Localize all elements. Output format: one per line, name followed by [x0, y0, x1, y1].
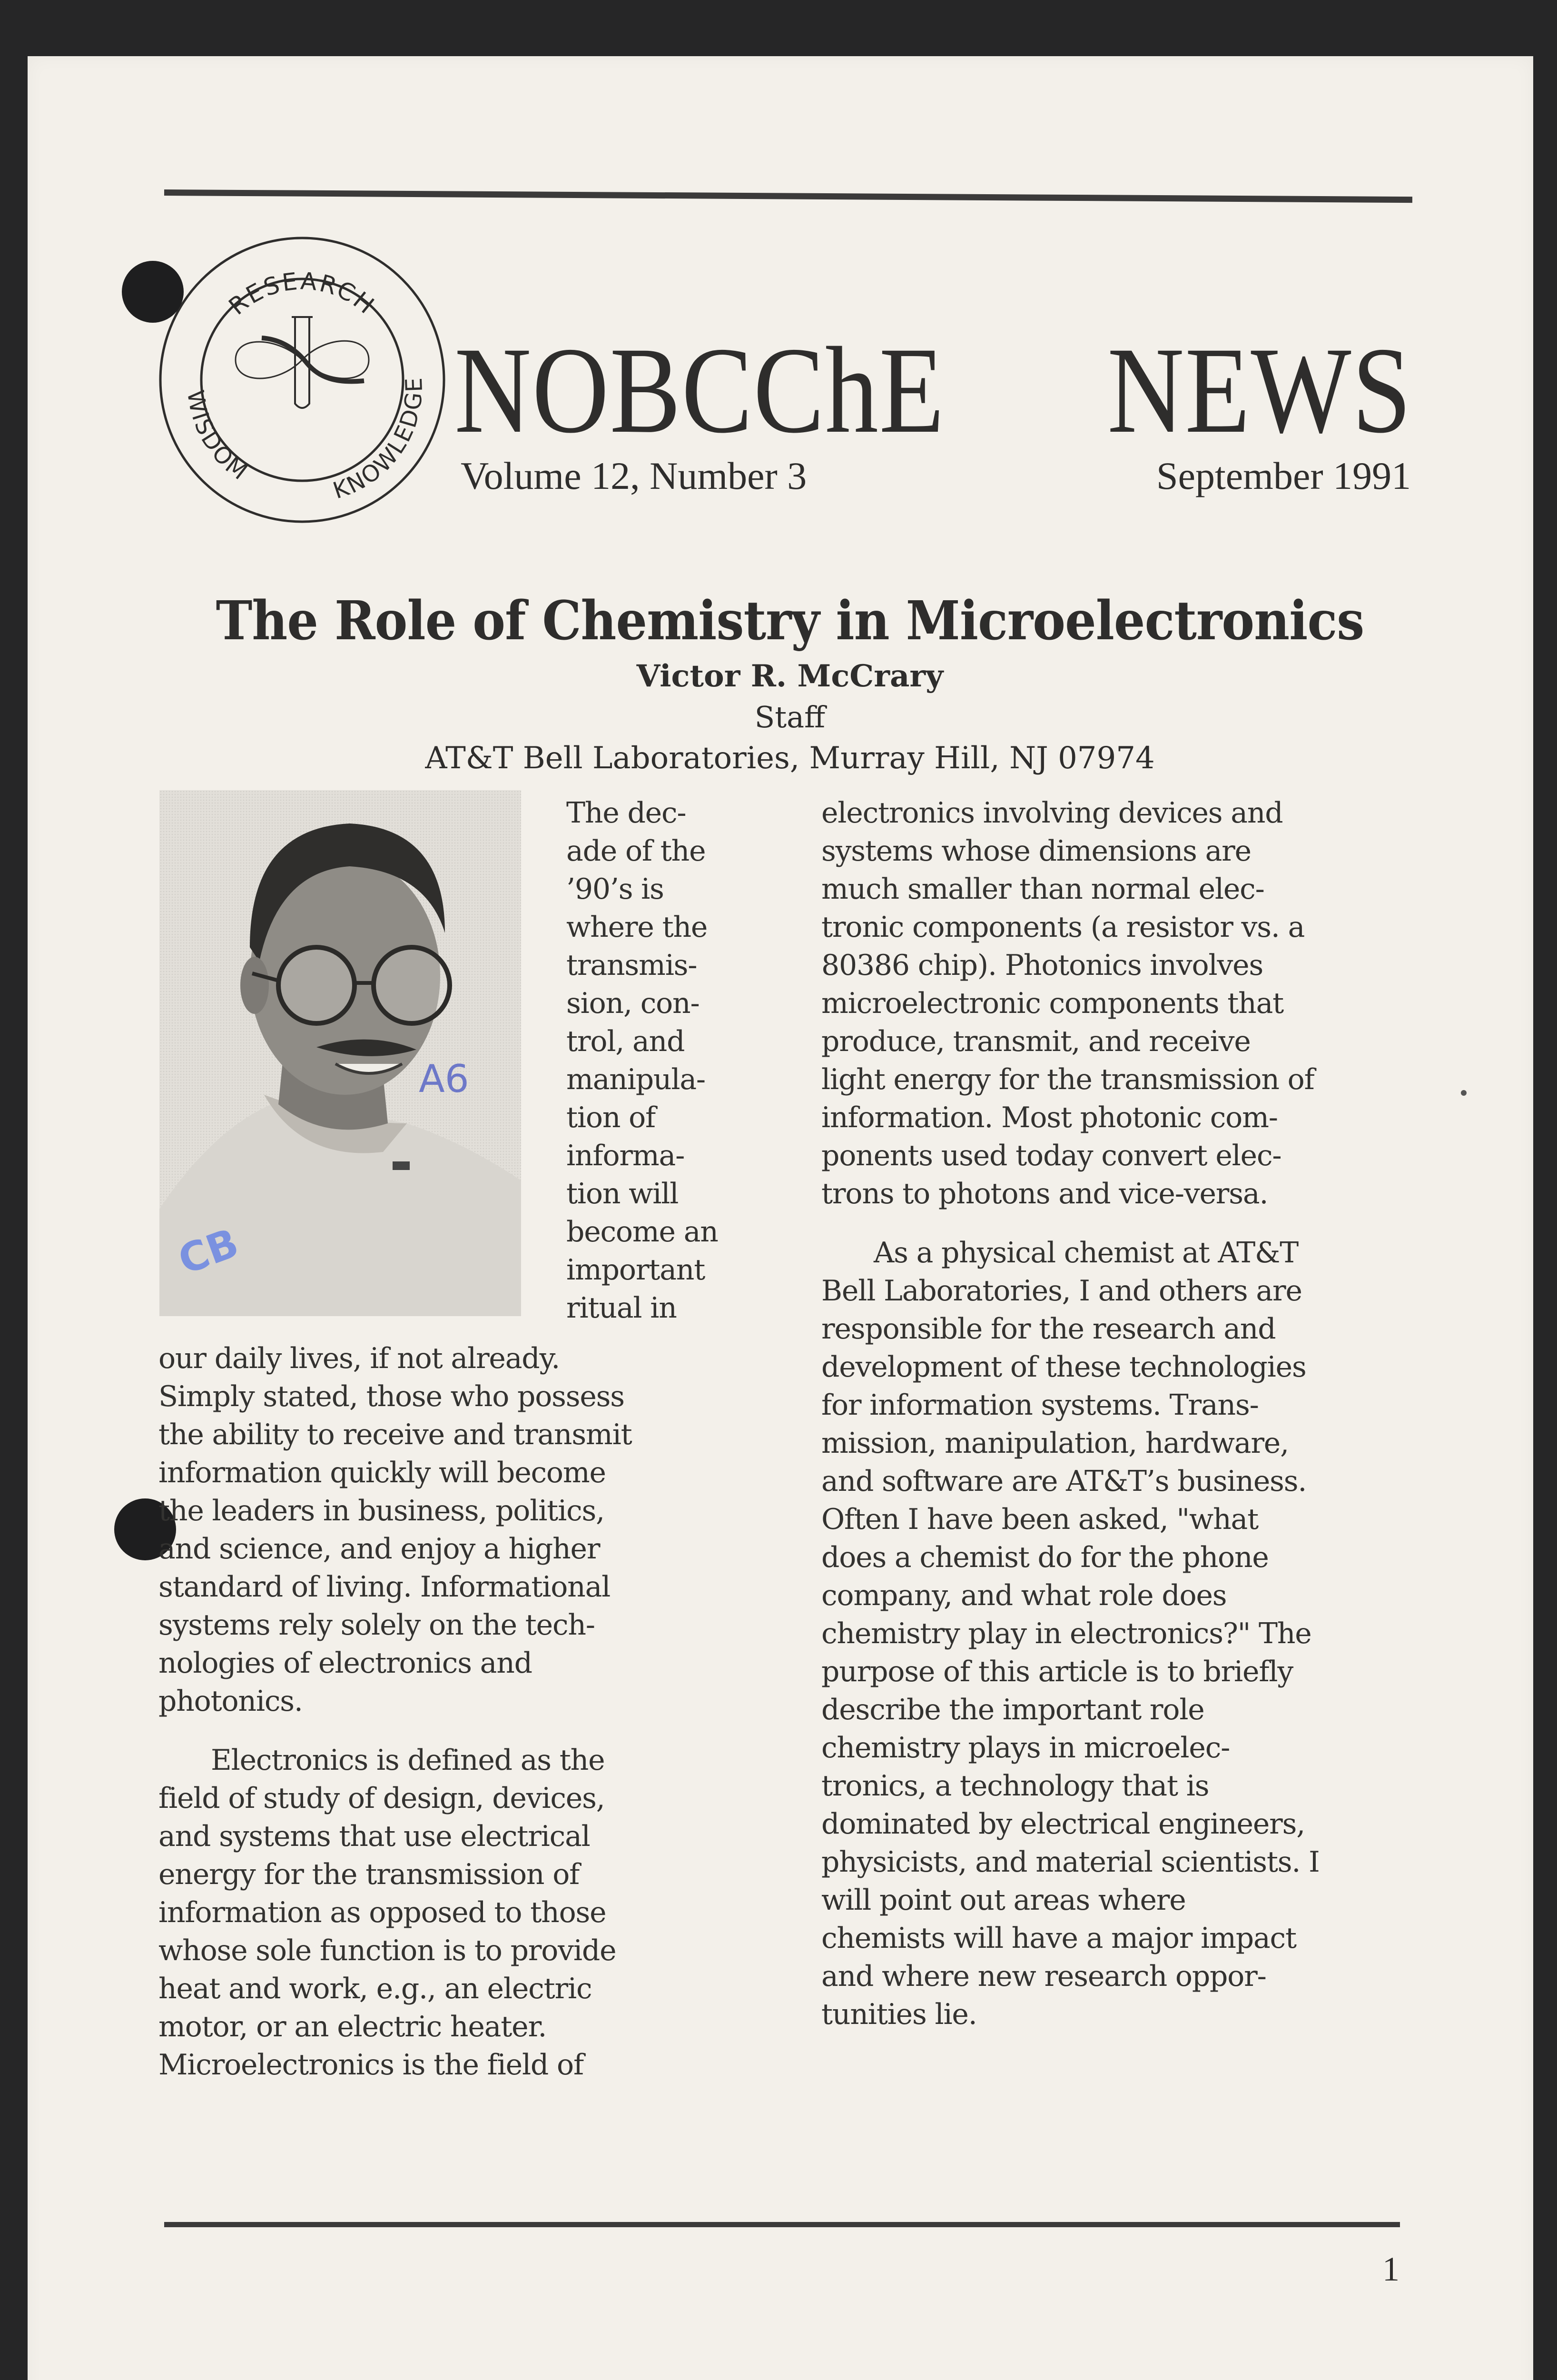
- text-line: electronics involving devices and: [821, 796, 1283, 830]
- text-line: sion, con-: [566, 987, 700, 1020]
- text-line: standard of living. Informational: [158, 1570, 611, 1604]
- text-line: field of study of design, devices,: [158, 1782, 605, 1815]
- text-line: motor, or an electric heater.: [158, 2010, 547, 2043]
- text-line: trons to photons and vice-versa.: [821, 1177, 1268, 1210]
- text-line: informa-: [566, 1139, 685, 1172]
- text-line: ponents used today convert elec-: [821, 1139, 1281, 1172]
- paragraph: [158, 1741, 777, 2084]
- text-line: photonics.: [158, 1685, 303, 1718]
- text-line: energy for the transmission of: [158, 1858, 580, 1891]
- text-line: and systems that use electrical: [158, 1820, 590, 1853]
- text-line: Simply stated, those who possess: [158, 1380, 624, 1413]
- seal-word-research: RESEARCH: [223, 267, 381, 321]
- text-line: ade of the: [566, 834, 706, 868]
- issue-date: September 1991: [1156, 454, 1411, 497]
- text-line: where the: [566, 911, 708, 944]
- text-line: tronic components (a resistor vs. a: [821, 911, 1305, 944]
- text-line: mission, manipulation, hardware,: [821, 1427, 1289, 1460]
- paper-speck: [1461, 1090, 1467, 1096]
- text-line: the ability to receive and transmit: [158, 1418, 632, 1451]
- text-line: chemistry play in electronics?" The: [821, 1617, 1311, 1650]
- author-photo: [159, 790, 521, 1316]
- text-line: systems whose dimensions are: [821, 834, 1251, 868]
- text-line: and science, and enjoy a higher: [158, 1532, 600, 1566]
- text-line: tion will: [566, 1177, 679, 1210]
- text-line: ’90’s is: [566, 873, 664, 906]
- text-line: and where new research oppor-: [821, 1960, 1266, 1993]
- text-line: development of these technologies: [821, 1350, 1306, 1384]
- text-line: trol, and: [566, 1025, 685, 1058]
- text-line: microelectronic components that: [821, 987, 1284, 1020]
- text-line: does a chemist do for the phone: [821, 1541, 1269, 1574]
- bottom-rule: [164, 2222, 1400, 2227]
- text-line: systems rely solely on the tech-: [158, 1608, 595, 1642]
- text-line: transmis-: [566, 949, 697, 982]
- article-text-narrow-column: [566, 794, 785, 1327]
- text-line: information as opposed to those: [158, 1896, 606, 1929]
- text-line: important: [566, 1253, 705, 1287]
- text-line: light energy for the transmission of: [821, 1063, 1314, 1096]
- text-line: dominated by electrical engineers,: [821, 1807, 1305, 1841]
- text-line: will point out areas where: [821, 1884, 1186, 1917]
- text-line: and software are AT&T’s business.: [821, 1465, 1307, 1498]
- seal-word-wisdom: WISDOM: [181, 388, 254, 486]
- text-line: whose sole function is to provide: [158, 1934, 616, 1967]
- text-line: the leaders in business, politics,: [158, 1494, 604, 1527]
- text-line: much smaller than normal elec-: [821, 873, 1264, 906]
- text-line: describe the important role: [821, 1693, 1204, 1726]
- masthead-title: [454, 322, 1412, 459]
- issue-volume: Volume 12, Number 3: [461, 454, 807, 497]
- author-affiliation: AT&T Bell Laboratories, Murray Hill, NJ 07974: [425, 741, 1155, 776]
- author-name: Victor R. McCrary: [636, 658, 944, 694]
- text-line: Microelectronics is the field of: [158, 2048, 583, 2082]
- text-line: physicists, and material scientists. I: [821, 1845, 1320, 1879]
- text-line: 80386 chip). Photonics involves: [821, 949, 1263, 982]
- text-line: Bell Laboratories, I and others are: [821, 1274, 1302, 1308]
- archive-stamp-a6: A6: [419, 1057, 469, 1101]
- text-line: As a physical chemist at AT&T: [874, 1236, 1299, 1269]
- text-line: chemistry plays in microelec-: [821, 1731, 1230, 1765]
- text-line: information. Most photonic com-: [821, 1101, 1278, 1134]
- paragraph: [158, 1339, 777, 1720]
- text-line: heat and work, e.g., an electric: [158, 1972, 592, 2005]
- author-role: Staff: [754, 700, 826, 734]
- seal-word-knowledge: KNOWLEDGE: [329, 376, 428, 505]
- paragraph: [821, 1234, 1430, 2033]
- masthead-title-news: NEWS: [1107, 322, 1412, 459]
- text-line: manipula-: [566, 1063, 705, 1096]
- text-line: Electronics is defined as the: [211, 1744, 605, 1777]
- text-line: tunities lie.: [821, 1998, 977, 2031]
- text-line: Often I have been asked, "what: [821, 1503, 1258, 1536]
- text-line: responsible for the research and: [821, 1312, 1276, 1346]
- page-number: 1: [1382, 2250, 1399, 2288]
- text-line: purpose of this article is to briefly: [821, 1655, 1293, 1688]
- text-line: become an: [566, 1215, 718, 1249]
- article-text-right-column: [821, 794, 1430, 2033]
- article-title: The Role of Chemistry in Microelectronics: [216, 590, 1364, 652]
- text-line: tronics, a technology that is: [821, 1769, 1209, 1803]
- text-line: produce, transmit, and receive: [821, 1025, 1251, 1058]
- text-line: tion of: [566, 1101, 656, 1134]
- nobcche-seal-icon: [155, 232, 450, 527]
- text-line: chemists will have a major impact: [821, 1922, 1296, 1955]
- text-line: company, and what role does: [821, 1579, 1227, 1612]
- text-line: for information systems. Trans-: [821, 1388, 1259, 1422]
- masthead-title-nobcche: NOBCChE: [454, 322, 945, 459]
- binder-punch-hole: [122, 261, 184, 323]
- article-text-left-column: [158, 1339, 777, 2084]
- text-line: nologies of electronics and: [158, 1646, 532, 1680]
- archive-stamp-cb: CB: [172, 1219, 245, 1284]
- text-line: information quickly will become: [158, 1456, 606, 1489]
- text-line: our daily lives, if not already.: [158, 1342, 560, 1375]
- text-line: ritual in: [566, 1291, 677, 1325]
- paragraph: [821, 794, 1430, 1213]
- text-line: The dec-: [566, 796, 686, 830]
